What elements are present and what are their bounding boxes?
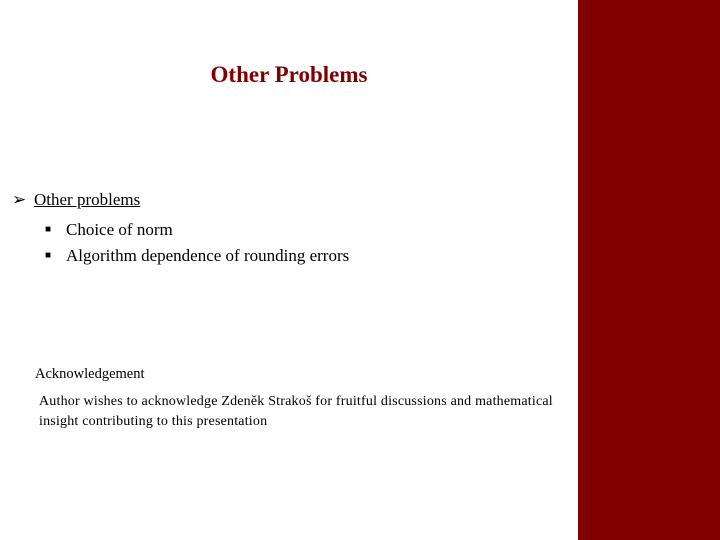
arrow-bullet-icon: ➢ bbox=[12, 190, 27, 209]
sub-bullet-label: Algorithm dependence of rounding errors bbox=[66, 246, 350, 265]
bullet-other-problems bbox=[12, 188, 140, 212]
square-bullet-icon: ■ bbox=[45, 250, 52, 261]
sub-bullet-label: Choice of norm bbox=[66, 220, 173, 239]
bullet-label: Other problems bbox=[34, 190, 141, 209]
acknowledgement-heading: Acknowledgement bbox=[35, 366, 145, 382]
square-bullet-icon: ■ bbox=[45, 224, 52, 235]
sub-bullet-choice-of-norm bbox=[45, 219, 173, 241]
slide-title: Other Problems bbox=[210, 62, 368, 87]
accent-sidebar bbox=[578, 0, 720, 540]
acknowledgement-text: Author wishes to acknowledge Zdeněk Strakoš for fruitful discussions and mathematical insight contributing to this presentation bbox=[39, 394, 553, 429]
sub-bullet-rounding-errors bbox=[45, 245, 349, 267]
